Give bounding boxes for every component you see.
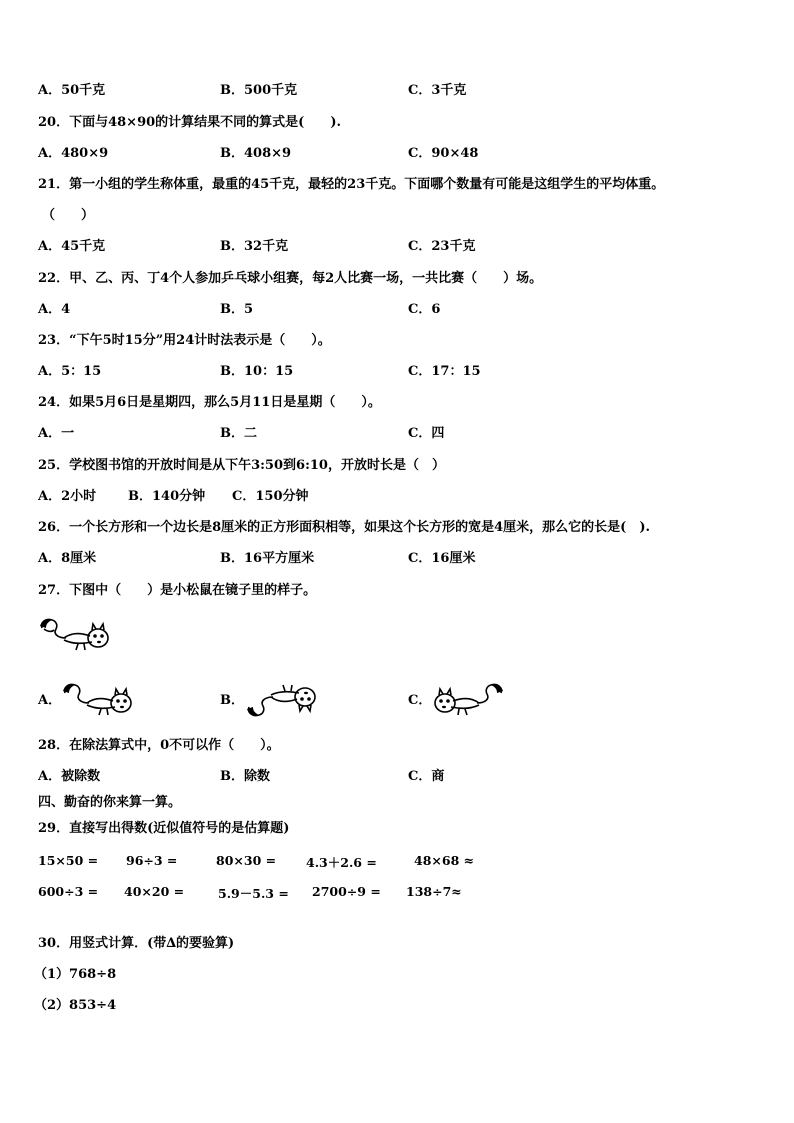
- q25-stem: 25．学校图书馆的开放时间是从下午3:50到6:10，开放时长是（ ）: [38, 458, 445, 473]
- squirrel-option-a-icon: [60, 679, 136, 719]
- q23-option-c: C．17：15: [408, 364, 481, 379]
- q25-option-b: B．140分钟: [128, 489, 206, 504]
- q24-option-a: A．一: [38, 426, 75, 441]
- q30-part-2: （2）853÷4: [34, 998, 117, 1013]
- q30-stem: 30．用竖式计算．(带∆的要验算): [38, 936, 235, 951]
- q29-stem: 29．直接写出得数(近似值符号的是估算题): [38, 821, 290, 836]
- q20-stem: 20．下面与48×90的计算结果不同的算式是( ).: [38, 115, 341, 130]
- q28-option-a: A．被除数: [38, 769, 101, 784]
- q29-item: 40×20 =: [124, 884, 185, 899]
- q30-part-1: （1）768÷8: [34, 967, 117, 982]
- q29-item: 80×30 =: [216, 853, 277, 868]
- q20-option-c: C．90×48: [408, 146, 479, 161]
- q26-option-a: A．8厘米: [38, 551, 97, 566]
- q22-option-c: C．6: [408, 302, 441, 317]
- q29-item: 2700÷9 =: [312, 884, 381, 899]
- q21-stem: 21．第一小组的学生称体重，最重的45千克，最轻的23千克。下面哪个数量有可能是这组学生的平均体重。: [38, 177, 665, 192]
- q27-option-c-label: C．: [408, 693, 432, 708]
- q29-item: 15×50 =: [38, 853, 99, 868]
- q24-option-b: B．二: [220, 426, 257, 441]
- q29-item: 4.3＋2.6 =: [306, 855, 377, 870]
- q22-stem: 22．甲、乙、丙、丁4个人参加乒乓球小组赛，每2人比赛一场，一共比赛（ ）场。: [38, 271, 543, 286]
- q20-option-a: A．480×9: [38, 146, 109, 161]
- q25-option-c: C．150分钟: [232, 489, 309, 504]
- q26-option-b: B．16平方厘米: [220, 551, 315, 566]
- q26-option-c: C．16厘米: [408, 551, 476, 566]
- q23-option-b: B．10：15: [220, 364, 294, 379]
- q19-option-b: B．500千克: [220, 83, 298, 98]
- q26-stem: 26．一个长方形和一个边长是8厘米的正方形面积相等，如果这个长方形的宽是4厘米，那么它的长是( ).: [38, 520, 651, 535]
- q22-option-b: B．5: [220, 302, 254, 317]
- q28-option-c: C．商: [408, 769, 445, 784]
- q21-option-c: C．23千克: [408, 239, 476, 254]
- q29-item: 5.9－5.3 =: [218, 886, 289, 901]
- q21-option-b: B．32千克: [220, 239, 289, 254]
- q28-stem: 28．在除法算式中，0不可以作（ ）。: [38, 738, 280, 753]
- squirrel-option-c-icon: [430, 679, 506, 719]
- q19-option-a: A．50千克: [38, 83, 106, 98]
- q29-item: 96÷3 =: [126, 853, 178, 868]
- q29-item: 600÷3 =: [38, 884, 99, 899]
- q19-option-c: C．3千克: [408, 83, 467, 98]
- squirrel-original-icon: [38, 614, 112, 654]
- q27-option-a-label: A．: [38, 693, 62, 708]
- q22-option-a: A．4: [38, 302, 71, 317]
- q25-option-a: A．2小时: [38, 489, 97, 504]
- q20-option-b: B．408×9: [220, 146, 292, 161]
- q28-option-b: B．除数: [220, 769, 270, 784]
- section-4-heading: 四、勤奋的你来算一算。: [38, 795, 182, 810]
- q27-option-b-label: B．: [220, 693, 244, 708]
- q29-item: 48×68 ≈: [414, 853, 475, 868]
- q29-item: 138÷7≈: [406, 884, 462, 899]
- q21-option-a: A．45千克: [38, 239, 106, 254]
- q24-option-c: C．四: [408, 426, 445, 441]
- q23-stem: 23．“下午5时15分”用24计时法表示是（ ）。: [38, 333, 331, 348]
- q23-option-a: A．5：15: [38, 364, 102, 379]
- q24-stem: 24．如果5月6日是星期四，那么5月11日是星期（ ）。: [38, 395, 381, 410]
- squirrel-option-b-icon: [244, 681, 320, 721]
- q21-answer-paren: （ ）: [42, 208, 95, 223]
- q27-stem: 27．下图中（ ）是小松鼠在镜子里的样子。: [38, 583, 317, 598]
